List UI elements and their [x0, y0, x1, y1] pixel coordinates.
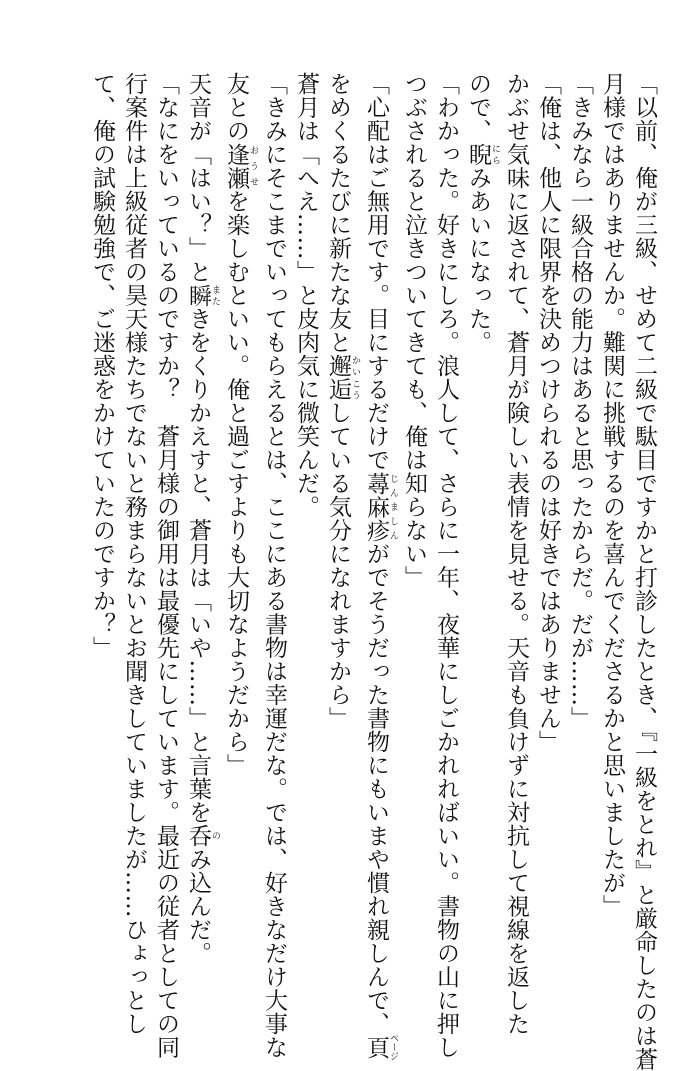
text-line-1: 「以前、俺が三級、せめて二級で駄目ですかと打診したとき、『一級をとれ』と厳命したのは蒼 [631, 72, 657, 1071]
text-line-13: 友との逢瀬 おうせを楽しむといい。俺と過ごすよりも大切なようだから」 [223, 72, 258, 777]
text-line-5: かぶせ気味に返されて、蒼月が険しい表情を見せる。天音も負けずに対抗して視線を返した [503, 72, 529, 1036]
text-line-9: 「心配はご無用です。目にするだけで蕁麻疹 じんましんがでそうだった書物にもいまや慣れ親しんで、頁 ページ [363, 72, 398, 1061]
text-line-7: 「わかった。好きにしろ。浪人して、さらに一年、夜華にしごかれればいい。書物の山に押し [433, 72, 459, 1059]
text-line-4: 「俺は、他人に限界を決めつけられるのは好きではありません」 [535, 72, 561, 754]
furigana-nirami: 睨 にら [465, 142, 500, 166]
furigana-reading: じんましん [388, 471, 398, 542]
furigana-jinmashin: 蕁麻疹 じんましん [363, 471, 398, 542]
text-line-12: 「きみにそこまでいってもらえるとは、ここにある書物は幸運だな。では、好きなだけ大事な [261, 72, 287, 1059]
furigana-reading: にら [490, 142, 500, 166]
furigana-reading: ページ [388, 1033, 398, 1061]
furigana-ouse: 逢瀬 おうせ [223, 142, 258, 190]
furigana-reading: おうせ [248, 142, 258, 190]
text-line-15: 「なにをいっているのですか？ 蒼月様の御用は最優先にしています。最近の従者としての同 [153, 72, 179, 1059]
furigana-reading: また [210, 283, 220, 307]
text-line-6: ので、睨 にらみあいになった。 [465, 72, 500, 354]
furigana-nomi: 呑 の [185, 824, 220, 848]
furigana-mataki: 瞬 また [185, 283, 220, 307]
text-line-3: 「きみなら一級合格の能力はあると思ったからだ。だが……」 [567, 72, 593, 730]
text-line-11: 蒼月は「へえ……」と皮肉気に微笑んだ。 [293, 72, 319, 519]
text-line-14: 天音が「はい？」と瞬 またきをくりかえすと、蒼月は「いや……」と言葉を呑 のみ込んだ。 [185, 72, 220, 965]
text-line-10: をめくるたびに新たな友と邂逅 かいこうしている気分になれますから」 [325, 72, 360, 730]
furigana-kaikou: 邂逅 かいこう [325, 354, 360, 401]
furigana-reading: かいこう [350, 354, 360, 401]
vertical-text-block [86, 72, 660, 1071]
furigana-peeji: 頁 ページ [363, 1033, 398, 1061]
text-line-2: 月様ではありませんか。難関に挑戦するのを喜んでくださるかと思いましたが」 [599, 72, 625, 918]
text-line-16: 行案件は上級従者の昊天様たちでないと務まらないとお聞きしていましたが……ひょっとし [121, 72, 147, 1036]
text-line-17: て、俺の試験勉強で、ご迷惑をかけていたのですか？」 [89, 72, 115, 660]
text-line-8: つぶされると泣きついてきても、俺は知らない」 [401, 72, 427, 589]
furigana-reading: の [210, 824, 220, 848]
